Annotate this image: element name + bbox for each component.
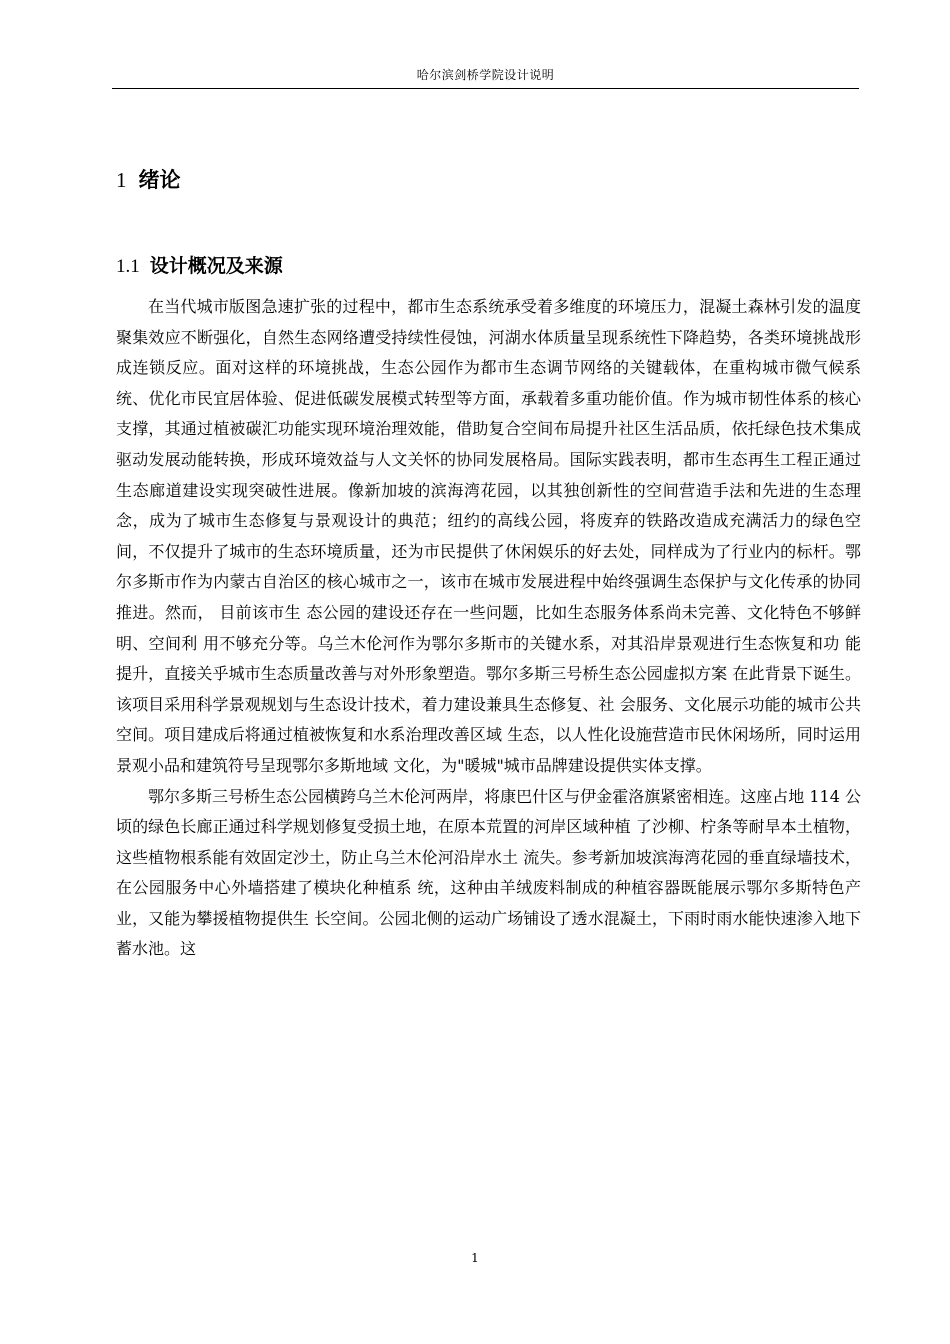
header-divider [112,88,859,89]
running-header: 哈尔滨剑桥学院设计说明 [416,68,555,82]
section-number: 1.1 [116,256,140,277]
body-text [116,292,861,965]
paragraph: 鄂尔多斯三号桥生态公园横跨乌兰木伦河两岸，将康巴什区与伊金霍洛旗紧密相连。这座占地 114 公顷的绿色长廊正通过科学规划修复受损土地，在原本荒置的河岸区域种植 了沙柳、柠条等耐旱本土植物，这些植物根系能有效固定沙土，防止乌兰木伦河沿岸水土 流失。参考新加坡滨海湾花园的垂直绿墙技术，在公园服务中心外墙搭建了模块化种植系 统，这种由羊绒废料制成的种植容器既能展示鄂尔多斯特色产业，又能为攀援植物提供生 长空间。公园北侧的运动广场铺设了透水混凝土，下雨时雨水能快速渗入地下蓄水池。这 [116,786,861,959]
section-title: 设计概况及来源 [149,255,283,277]
chapter-heading [116,164,181,194]
chapter-title: 绪论 [138,168,181,192]
section-heading [116,251,283,278]
chapter-number: 1 [116,168,127,192]
paragraph: 在当代城市版图急速扩张的过程中，都市生态系统承受着多维度的环境压力，混凝土森林引发的温度聚集效应不断强化，自然生态网络遭受持续性侵蚀，河湖水体质量呈现系统性下降趋势，各类环境挑战形成连锁反应。面对这样的环境挑战，生态公园作为都市生态调节网络的关键载体，在重构城市微气候系统、优化市民宜居体验、促进低碳发展模式转型等方面，承载着多重功能价值。作为城市韧性体系的核心支撑，其通过植被碳汇功能实现环境治理效能，借助复合空间布局提升社区生活品质，依托绿色技术集成驱动发展动能转换，形成环境效益与人文关怀的协同发展格局。国际实践表明，都市生态再生工程正通过生态廊道建设实现突破性进展。像新加坡的滨海湾花园，以其独创新性的空间营造手法和先进的生态理念，成为了城市生态修复与景观设计的典范；纽约的高线公园，将废弃的铁路改造成充满活力的绿色空间，不仅提升了城市的生态环境质量，还为市民提供了休闲娱乐的好去处，同样成为了行业内的标杆。鄂尔多斯市作为内蒙古自治区的核心城市之一，该市在城市发展进程中始终强调生态保护与文化传承的协同推进。然而， 目前该市生 态公园的建设还存在一些问题，比如生态服务体系尚未完善、文化特色不够鲜明、空间利 用不够充分等。乌兰木伦河作为鄂尔多斯市的关键水系，对其沿岸景观进行生态恢复和功 能提升，直接关乎城市生态质量改善与对外形象塑造。鄂尔多斯三号桥生态公园虚拟方案 在此背景下诞生。该项目采用科学景观规划与生态设计技术，着力建设兼具生态修复、社 会服务、文化展示功能的城市公共空间。项目建成后将通过植被恢复和水系治理改善区域 生态，以人性化设施营造市民休闲场所，同时运用景观小品和建筑符号呈现鄂尔多斯地域 文化，为"暖城"城市品牌建设提供实体支撑。 [116,297,861,775]
page-number: 1 [471,1251,479,1265]
